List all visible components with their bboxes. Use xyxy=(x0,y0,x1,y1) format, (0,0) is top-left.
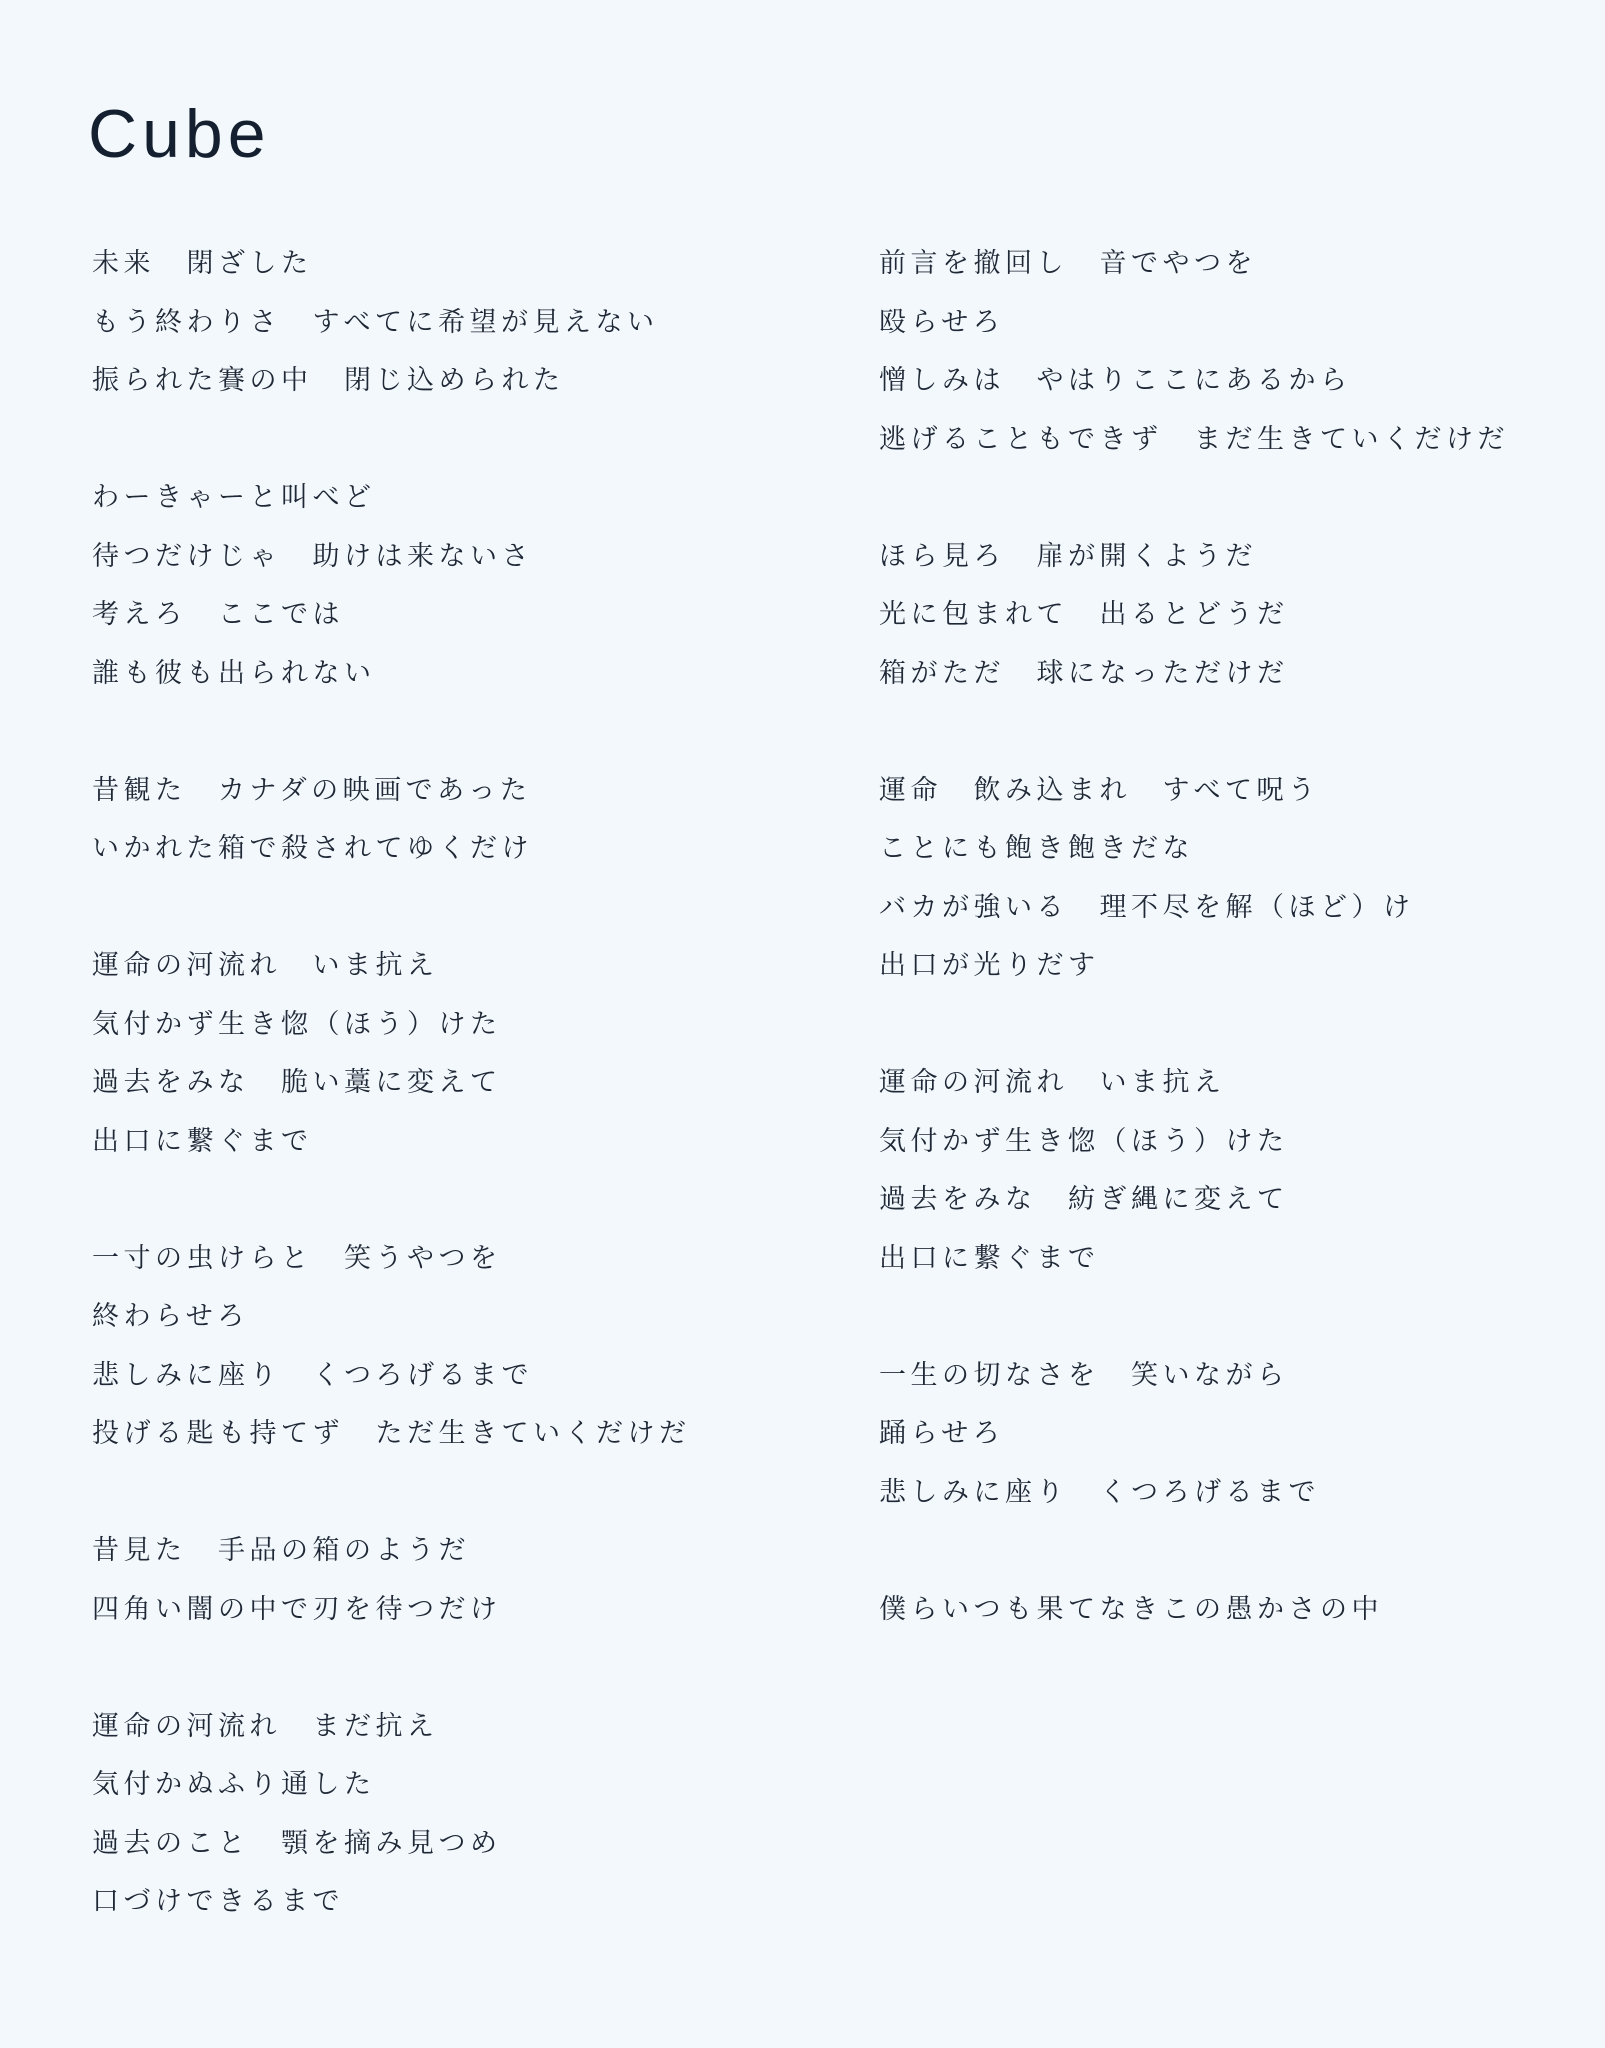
stanza xyxy=(879,528,1599,704)
lyric-line: 四角い闇の中で刃を待つだけ xyxy=(92,1593,502,1625)
stanza xyxy=(879,1581,1599,1640)
lyric-line: もう終わりさ すべてに希望が見えない xyxy=(92,306,659,338)
stanza xyxy=(879,1347,1599,1523)
lyric-line: 運命の河流れ いま抗え xyxy=(92,950,439,981)
page-title: Cube xyxy=(88,96,271,172)
lyric-line: 出口が光りだす xyxy=(879,950,1100,981)
lyric-line: 昔観た カナダの映画であった xyxy=(92,774,532,806)
lyric-line: 一生の切なさを 笑いながら xyxy=(879,1359,1289,1391)
lyric-line: 未来 閉ざした xyxy=(92,248,313,279)
stanza xyxy=(92,1698,812,1932)
lyric-line: 昔見た 手品の箱のようだ xyxy=(92,1535,470,1566)
lyric-line: 誰も彼も出られない xyxy=(92,657,376,689)
stanza xyxy=(92,469,812,703)
lyrics-column-right xyxy=(879,235,1599,1698)
lyric-line: わーきゃーと叫べど xyxy=(92,482,376,513)
lyric-line: 運命の河流れ まだ抗え xyxy=(92,1710,439,1742)
lyric-line: 運命の河流れ いま抗え xyxy=(879,1067,1226,1098)
lyric-line: 待つだけじゃ 助けは来ないさ xyxy=(92,540,533,572)
lyric-line: 出口に繋ぐまで xyxy=(92,1125,313,1157)
lyrics-column-left xyxy=(92,235,812,1990)
lyric-line: 過去のこと 顎を摘み見つめ xyxy=(92,1827,502,1859)
stanza xyxy=(92,1230,812,1464)
lyric-line: 逃げることもできず まだ生きていくだけだ xyxy=(879,423,1509,455)
lyric-line: 憎しみは やはりここにあるから xyxy=(879,365,1352,396)
lyric-line: 箱がただ 球になっただけだ xyxy=(879,657,1289,689)
lyric-line: 気付かず生き惚（ほう）けた xyxy=(879,1125,1289,1157)
lyric-line: 気付かぬふり通した xyxy=(92,1769,376,1800)
lyric-line: 光に包まれて 出るとどうだ xyxy=(879,599,1289,630)
lyric-line: いかれた箱で殺されてゆくだけ xyxy=(92,833,533,864)
lyric-line: 運命 飲み込まれ すべて呪う xyxy=(879,774,1320,806)
stanza xyxy=(879,762,1599,996)
lyric-line: 出口に繋ぐまで xyxy=(879,1242,1100,1274)
lyric-line: 終わらせろ xyxy=(92,1301,249,1332)
stanza xyxy=(92,1522,812,1639)
lyric-line: 僕らいつも果てなきこの愚かさの中 xyxy=(879,1593,1383,1625)
stanza xyxy=(879,235,1599,469)
lyric-line: 過去をみな 紡ぎ縄に変えて xyxy=(879,1184,1289,1215)
stanza xyxy=(879,1054,1599,1288)
stanza xyxy=(92,235,812,411)
lyric-line: 投げる匙も持てず ただ生きていくだけだ xyxy=(92,1418,691,1449)
lyric-line: ことにも飽き飽きだな xyxy=(879,833,1194,864)
lyric-line: 前言を撤回し 音でやつを xyxy=(879,248,1257,279)
lyric-line: 考えろ ここでは xyxy=(92,599,344,630)
lyric-line: 殴らせろ xyxy=(879,306,1005,338)
lyric-line: バカが強いる 理不尽を解（ほど）け xyxy=(879,891,1415,923)
lyric-line: ほら見ろ 扉が開くようだ xyxy=(879,540,1257,572)
lyric-line: 一寸の虫けらと 笑うやつを xyxy=(92,1242,502,1274)
stanza xyxy=(92,937,812,1171)
lyric-line: 悲しみに座り くつろげるまで xyxy=(92,1359,533,1391)
lyric-line: 口づけできるまで xyxy=(92,1886,344,1917)
stanza xyxy=(92,762,812,879)
lyric-line: 悲しみに座り くつろげるまで xyxy=(879,1476,1320,1508)
lyric-line: 気付かず生き惚（ほう）けた xyxy=(92,1008,502,1040)
lyric-line: 踊らせろ xyxy=(879,1418,1005,1449)
lyric-line: 過去をみな 脆い藁に変えて xyxy=(92,1067,502,1098)
lyric-line: 振られた賽の中 閉じ込められた xyxy=(92,365,565,396)
